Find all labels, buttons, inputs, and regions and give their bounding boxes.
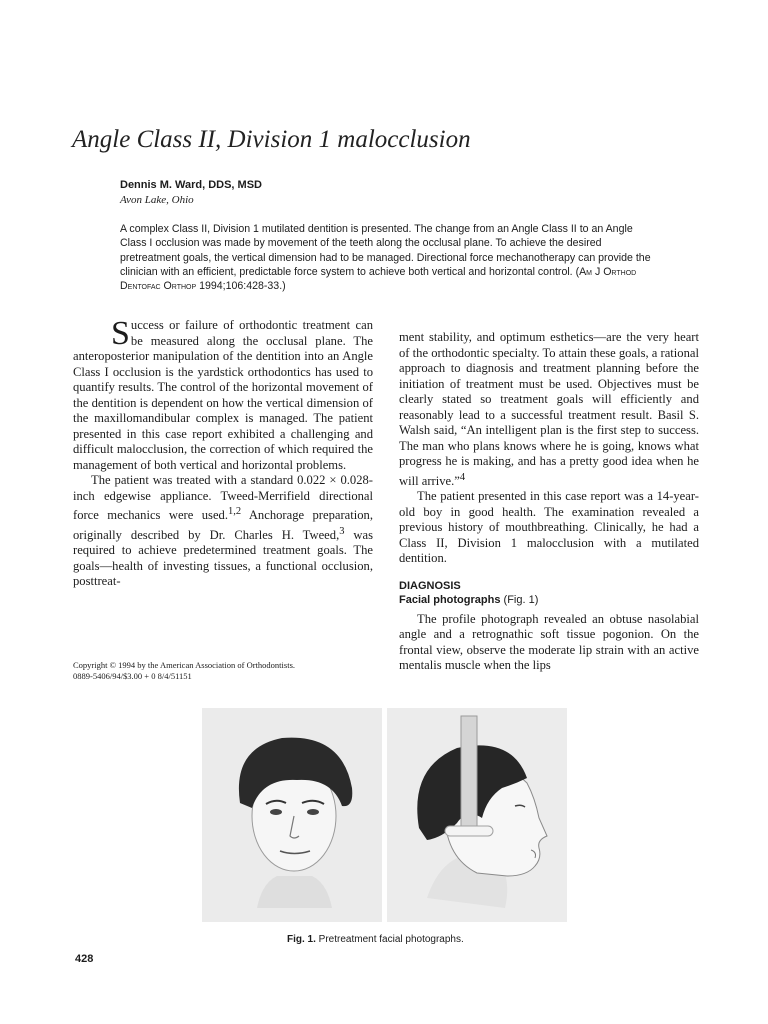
page-number: 428 [75, 953, 94, 965]
profile-face-image [387, 708, 567, 922]
article-title: Angle Class II, Division 1 malocclusion [72, 126, 471, 153]
author-affiliation: Avon Lake, Ohio [120, 194, 194, 206]
frontal-photo [202, 708, 382, 922]
figure-label: Fig. 1. [287, 934, 316, 945]
column-left [73, 315, 374, 590]
reference-1-2: 1,2 [227, 506, 242, 517]
paragraph-intro-text: uccess or failure of orthodontic treatment can be measured along the occlusal plane. The anteroposterior manipulation of the dentition into an Angle Class I occlusion is the yardstick orthodontics has used to quantify results. The control of the horizontal movement of the dentition is dependent on how the vertical dimension of the maxillomandibular complex is managed. The patient presented in this case report exhibited a challenging and difficult malocclusion, the correction of which required the management of both vertical and horizontal problems. [73, 318, 373, 472]
figure-caption-text: Pretreatment facial photographs. [315, 934, 464, 945]
section-heading-diagnosis: DIAGNOSIS [399, 579, 461, 592]
subheading-facial-photographs [399, 593, 699, 607]
paragraph-goals-text: ment stability, and optimum esthetics—are the very heart of the orthodontic specialty. To attain these goals, a rational approach to diagnosis and treatment planning before the initiation of treatment must be used. Objectives must be clearly stated so treatment goals will efficiently and reasonably lead to a successful treatment result. Basil S. Walsh said, “An intelligent plan is the first step to success. The man who plans knows where he is going, knows what progress he is making, and has a pretty good idea when he will arrive.” [399, 330, 699, 488]
abstract-text: A complex Class II, Division 1 mutilated dentition is presented. The change from an Angle Class II to an Angle Class I occlusion was made by movement of the teeth along the occlusal plane. To achieve the desired pretreatment goals, the vertical dimension had to be managed. Directional force mechanotherapy can provide the clinician with an efficient, predictable force system to achieve both vertical and horizontal control. ( [120, 223, 651, 278]
author-name: Dennis M. Ward, DDS, MSD [120, 179, 262, 191]
copyright-notice [73, 660, 373, 682]
figure-1 [202, 708, 566, 922]
issn-line: 0889-5406/94/$3.00 + 0 8/4/51151 [73, 671, 192, 681]
subheading-label: Facial photographs [399, 593, 501, 606]
paragraph-profile: The profile photograph revealed an obtuse nasolabial angle and a retrognathic soft tissue pogonion. On the frontal view, observe the moderate lip strain with an active mentalis muscle when the lips [399, 611, 699, 673]
copyright-line: Copyright © 1994 by the American Association of Orthodontists. [73, 660, 296, 670]
paragraph-patient: The patient presented in this case report was a 14-year-old boy in good health. The examination revealed a previous history of mouthbreathing. Clinically, he had a Class II, Division 1 malocclusion with a mutilated dentition. [399, 489, 699, 566]
reference-3: 3 [339, 525, 345, 537]
abstract-citation: Am J Orthod Dentofac Orthop 1994;106:428-33. [120, 265, 637, 293]
abstract-close: ) [282, 280, 286, 293]
figure-caption [287, 934, 464, 945]
abstract [120, 222, 660, 293]
paragraph-appliance-text-a: The patient was treated with a standard 0.022 × 0.028-inch edgewise appliance. Tweed-Merrifield directional force mechanics were used. [73, 473, 373, 523]
paragraph-goals [399, 330, 699, 489]
column-right [399, 330, 699, 674]
paragraph-appliance [73, 473, 373, 590]
frontal-face-image [202, 708, 382, 922]
paragraph-appliance-text-b: Anchorage preparation, originally described by Dr. Charles H. Tweed, [73, 508, 373, 542]
subheading-figure-ref: (Fig. 1) [500, 593, 539, 606]
reference-4: 4 [459, 471, 466, 483]
profile-photo [387, 708, 567, 922]
paragraph-intro [73, 315, 373, 473]
paragraph-appliance-text-c: was required to achieve predetermined treatment goals. The goals—health of investing tissues, a functional occlusion, posttreat- [73, 527, 374, 589]
drop-cap: S [111, 315, 130, 352]
